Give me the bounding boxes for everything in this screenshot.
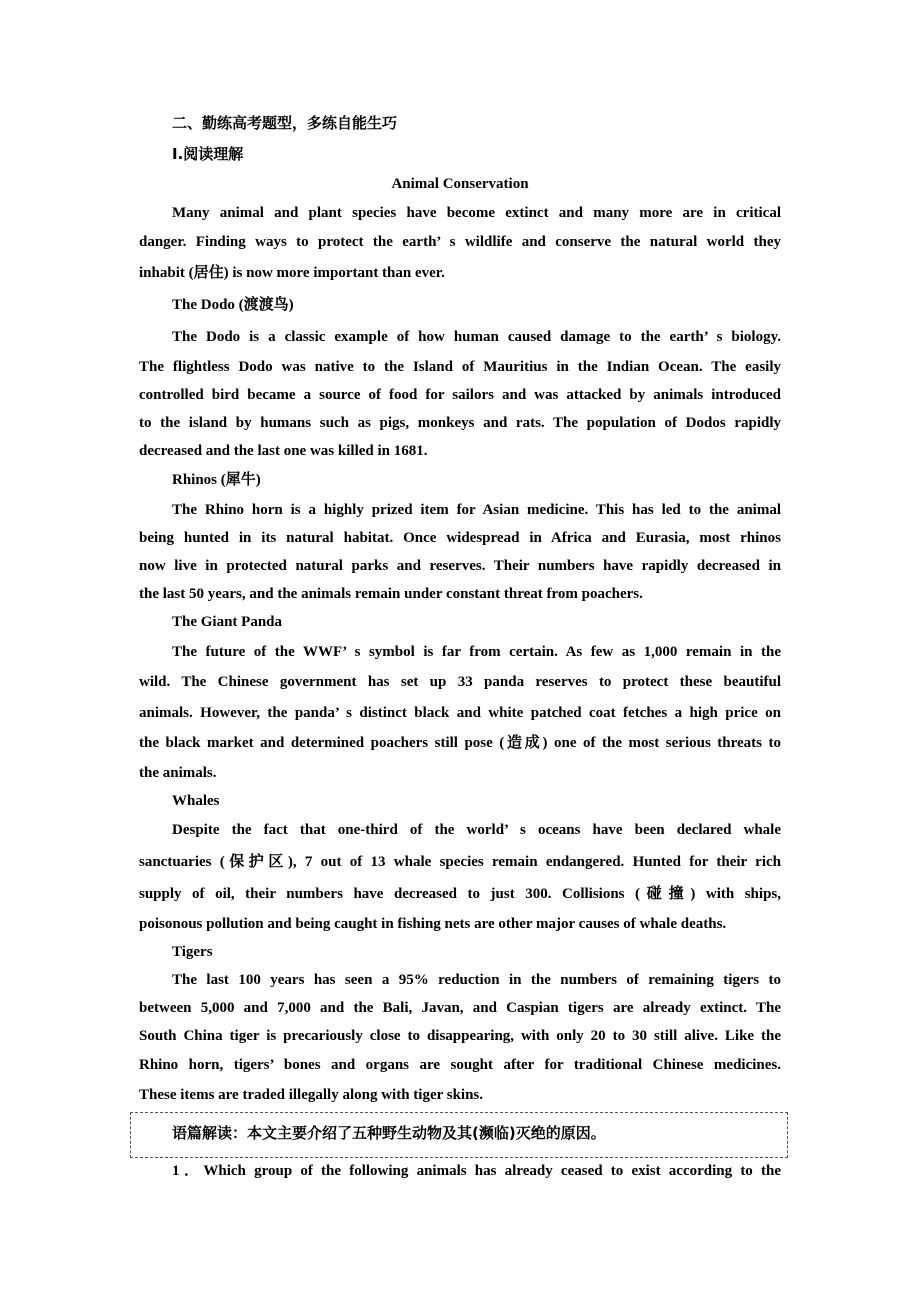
paragraph-line: the animals. <box>139 765 217 781</box>
paragraph-line: now live in protected natural parks and reserves. Their numbers have rapidly decreased in <box>139 558 781 574</box>
section-heading-dodo: The Dodo (渡渡鸟) <box>172 297 294 313</box>
paragraph-line: South China tiger is precariously close to disappearing, with only 20 to 30 still alive. Like the <box>139 1028 781 1044</box>
paragraph-line: being hunted in its natural habitat. Once widespread in Africa and Eurasia, most rhinos <box>139 530 781 546</box>
paragraph-line: controlled bird became a source of food for sailors and was attacked by animals introduced <box>139 387 781 403</box>
paragraph-line: between 5,000 and 7,000 and the Bali, Javan, and Caspian tigers are already extinct. The <box>139 1000 781 1016</box>
section-heading: 二、勤练高考题型，多练自能生巧 <box>172 114 398 132</box>
section-heading-panda: The Giant Panda <box>172 614 283 630</box>
summary-text: 语篇解读：本文主要介绍了五种野生动物及其(濒临)灭绝的原因。 <box>172 1124 606 1142</box>
intro-line: inhabit (居住) is now more important than ever. <box>139 265 445 281</box>
paragraph-line: These items are traded illegally along with tiger skins. <box>139 1087 484 1103</box>
article-title: Animal Conservation <box>391 176 529 192</box>
subsection-heading: Ⅰ.阅读理解 <box>172 145 244 163</box>
paragraph-line: poisonous pollution and being caught in fishing nets are other major causes of whale deaths. <box>139 916 727 932</box>
paragraph-line: The Rhino horn is a highly prized item for Asian medicine. This has led to the animal <box>172 502 781 518</box>
section-heading-rhinos: Rhinos (犀牛) <box>172 472 261 488</box>
paragraph-line: animals. However, the panda’ s distinct black and white patched coat fetches a high price on <box>139 705 781 721</box>
paragraph-line: Rhino horn, tigers’ bones and organs are sought after for traditional Chinese medicines. <box>139 1057 781 1073</box>
question-1: 1．Which group of the following animals has already ceased to exist according to the <box>172 1163 781 1179</box>
paragraph-line: The last 100 years has seen a 95% reduction in the numbers of remaining tigers to <box>172 972 781 988</box>
intro-line: danger. Finding ways to protect the earth’ s wildlife and conserve the natural world they <box>139 234 781 250</box>
paragraph-line: The Dodo is a classic example of how human caused damage to the earth’ s biology. <box>172 329 781 345</box>
paragraph-line: supply of oil, their numbers have decreased to just 300. Collisions (碰撞) with ships, <box>139 886 781 902</box>
paragraph-line: decreased and the last one was killed in 1681. <box>139 443 428 459</box>
paragraph-line: the black market and determined poachers still pose (造成) one of the most serious threats to <box>139 735 781 751</box>
paragraph-line: wild. The Chinese government has set up 33 panda reserves to protect these beautiful <box>139 674 781 690</box>
paragraph-line: The future of the WWF’ s symbol is far from certain. As few as 1,000 remain in the <box>172 644 781 660</box>
section-heading-tigers: Tigers <box>172 944 213 960</box>
section-heading-whales: Whales <box>172 793 220 809</box>
paragraph-line: the last 50 years, and the animals remain under constant threat from poachers. <box>139 586 643 602</box>
intro-line: Many animal and plant species have become extinct and many more are in critical <box>172 205 781 221</box>
paragraph-line: sanctuaries (保护区), 7 out of 13 whale species remain endangered. Hunted for their rich <box>139 854 781 870</box>
paragraph-line: Despite the fact that one-third of the world’ s oceans have been declared whale <box>172 822 781 838</box>
paragraph-line: The flightless Dodo was native to the Island of Mauritius in the Indian Ocean. The easily <box>139 359 781 375</box>
paragraph-line: to the island by humans such as pigs, monkeys and rats. The population of Dodos rapidly <box>139 415 781 431</box>
